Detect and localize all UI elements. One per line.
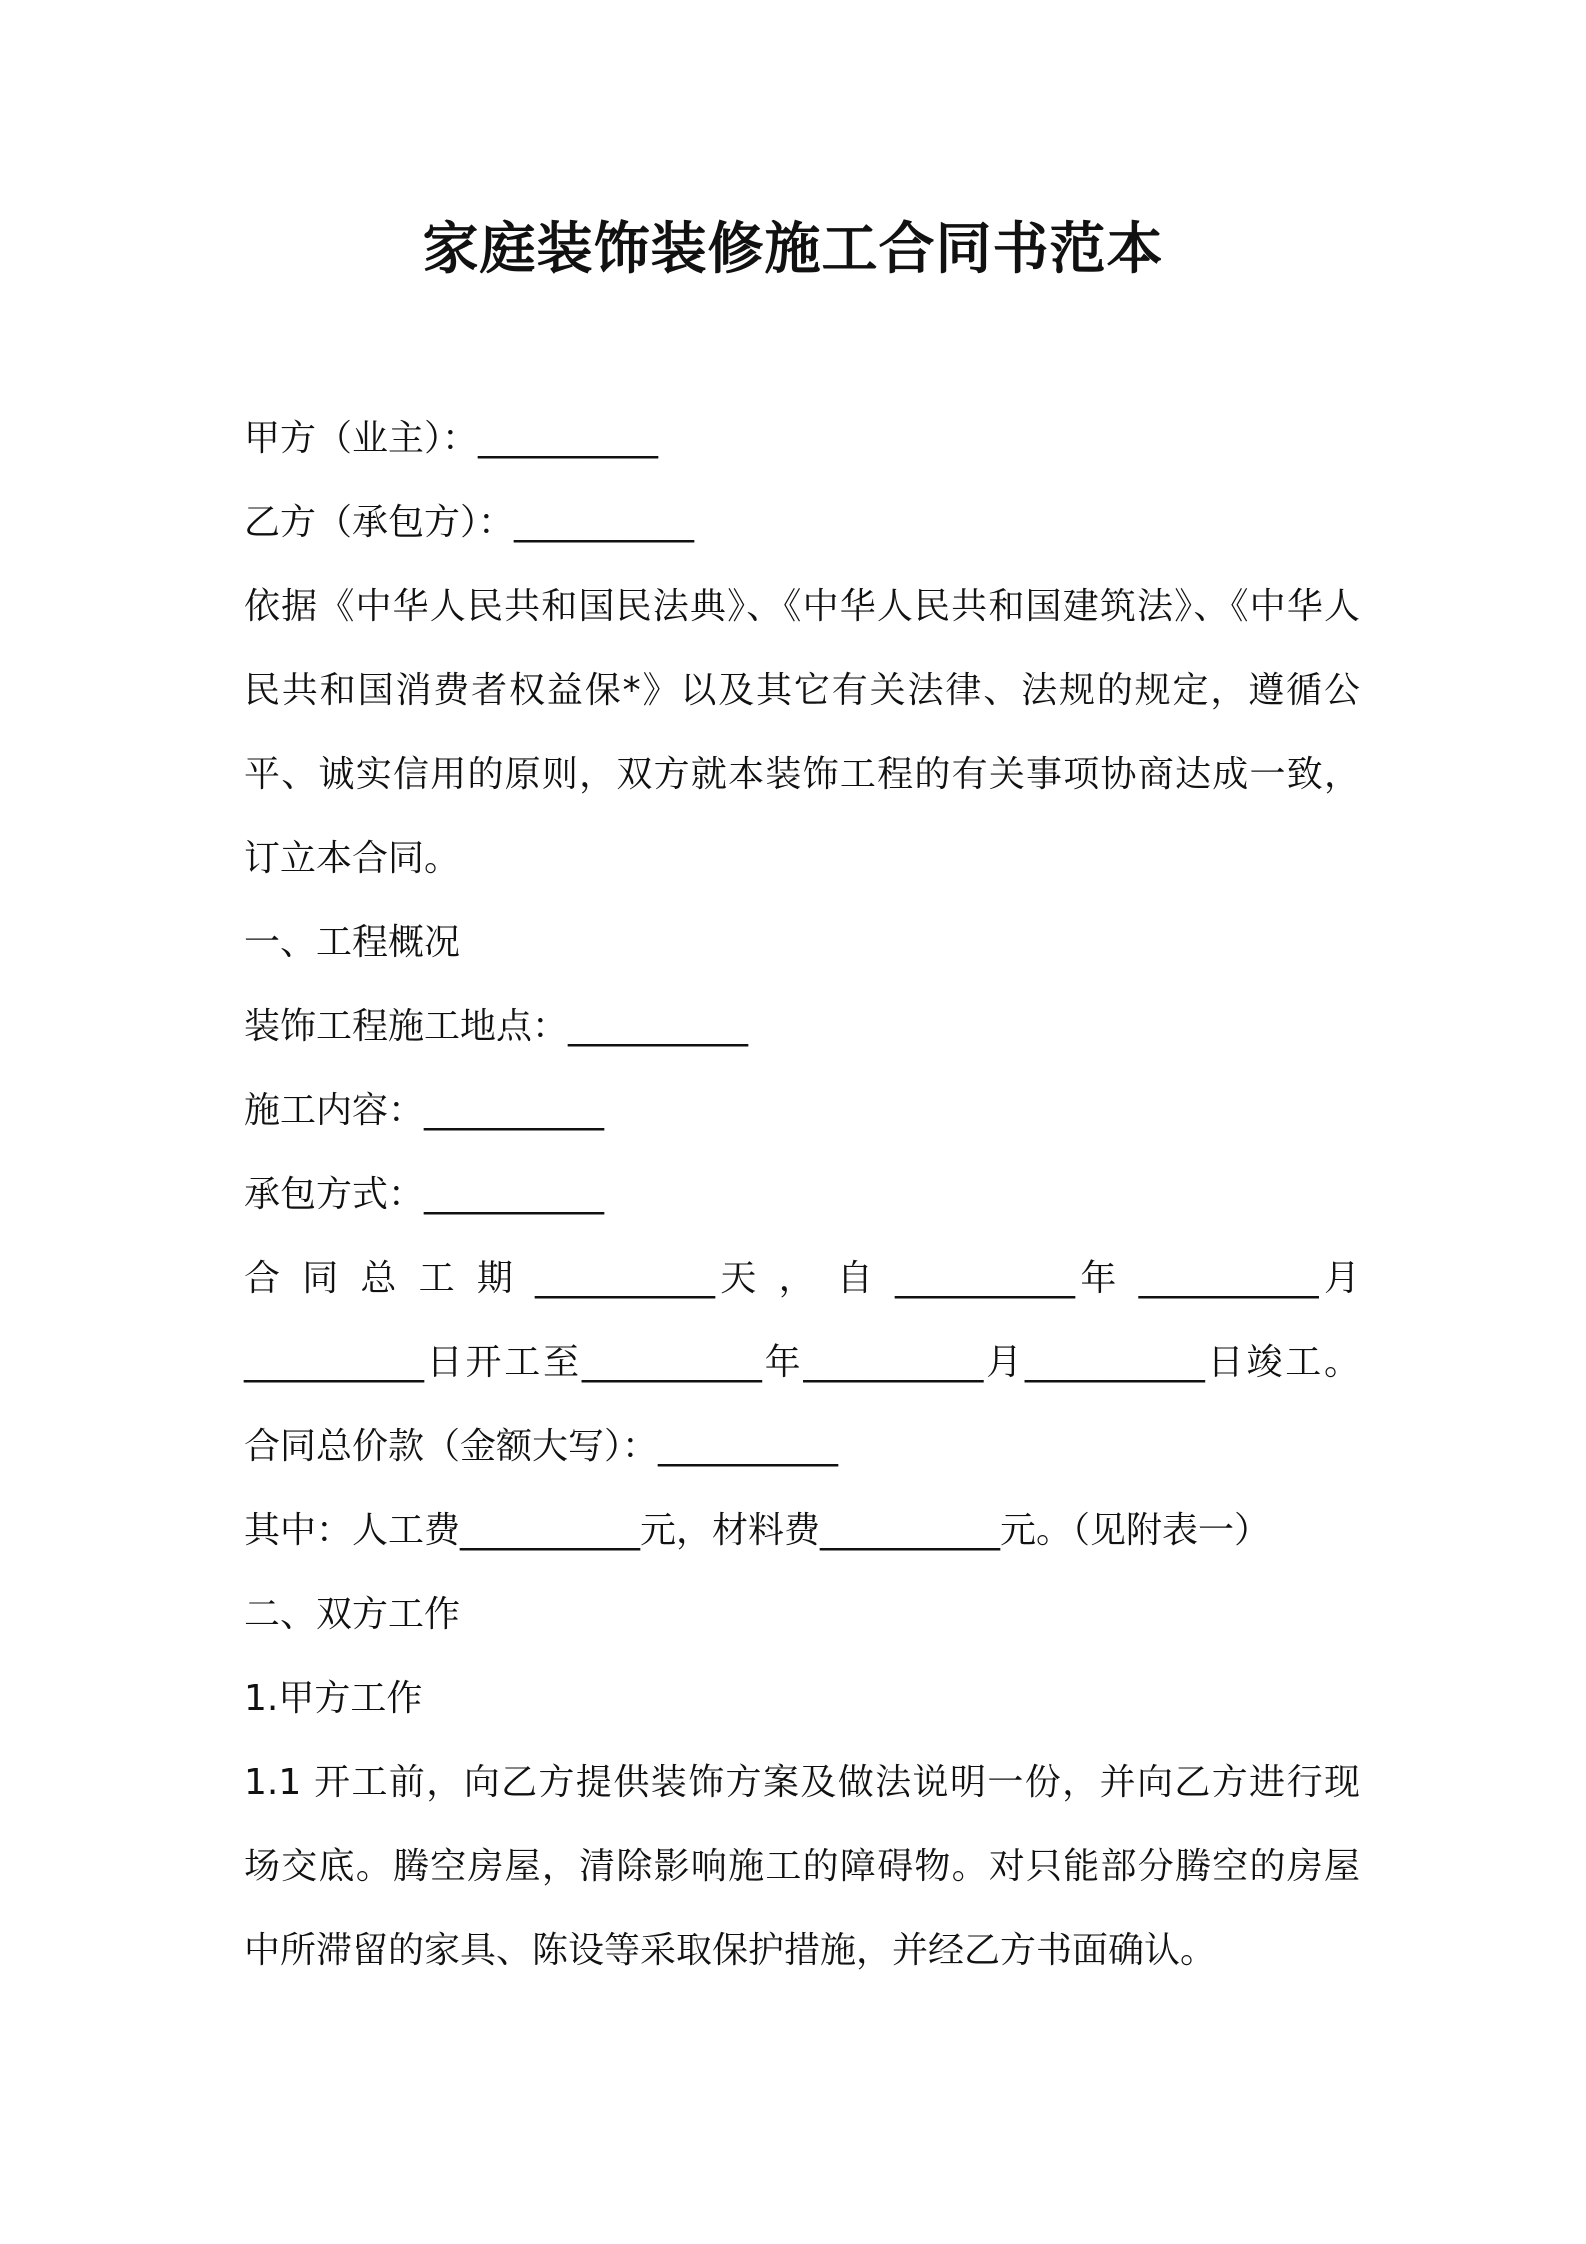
section-heading-duties: 二、双方工作 xyxy=(244,1594,461,1635)
total-price-line: 合同总价款（金额大写）：__________ xyxy=(244,1426,839,1467)
party-a-line: 甲方（业主）：__________ xyxy=(244,418,659,459)
total-period-line-2: __________日开工至__________年__________月__________日竣工。 xyxy=(244,1342,1360,1383)
preamble-line-4: 订立本合同。 xyxy=(244,838,461,879)
preamble-line-3: 平、诚实信用的原则，双方就本装饰工程的有关事项协商达成一致， xyxy=(244,754,1360,795)
contract-method-line: 承包方式：__________ xyxy=(244,1174,605,1215)
clause-1-1-line-3: 中所滞留的家具、陈设等采取保护措施，并经乙方书面确认。 xyxy=(244,1930,1217,1971)
clause-1-1-line-1: 1.1 开工前，向乙方提供装饰方案及做法说明一份，并向乙方进行现 xyxy=(244,1762,1360,1803)
cost-breakdown-line: 其中：人工费__________元，材料费__________元。（见附表一） xyxy=(244,1510,1271,1551)
site-location-line: 装饰工程施工地点：__________ xyxy=(244,1006,749,1047)
subsection-heading-party-a: 1.甲方工作 xyxy=(244,1678,423,1719)
section-heading-project-overview: 一、工程概况 xyxy=(244,922,461,963)
work-content-line: 施工内容：__________ xyxy=(244,1090,605,1131)
document-title: 家庭装饰装修施工合同书范本 xyxy=(422,217,1164,282)
preamble-line-2: 民共和国消费者权益保*》以及其它有关法律、法规的规定，遵循公 xyxy=(244,670,1360,711)
clause-1-1-line-2: 场交底。腾空房屋，清除影响施工的障碍物。对只能部分腾空的房屋 xyxy=(244,1846,1360,1887)
total-period-line-1: 合 同 总 工 期 __________天 ， 自 __________年 __________月 xyxy=(244,1258,1360,1299)
preamble-line-1: 依据《中华人民共和国民法典》、《中华人民共和国建筑法》、《中华人 xyxy=(244,586,1360,627)
party-b-line: 乙方（承包方）：__________ xyxy=(244,502,695,543)
